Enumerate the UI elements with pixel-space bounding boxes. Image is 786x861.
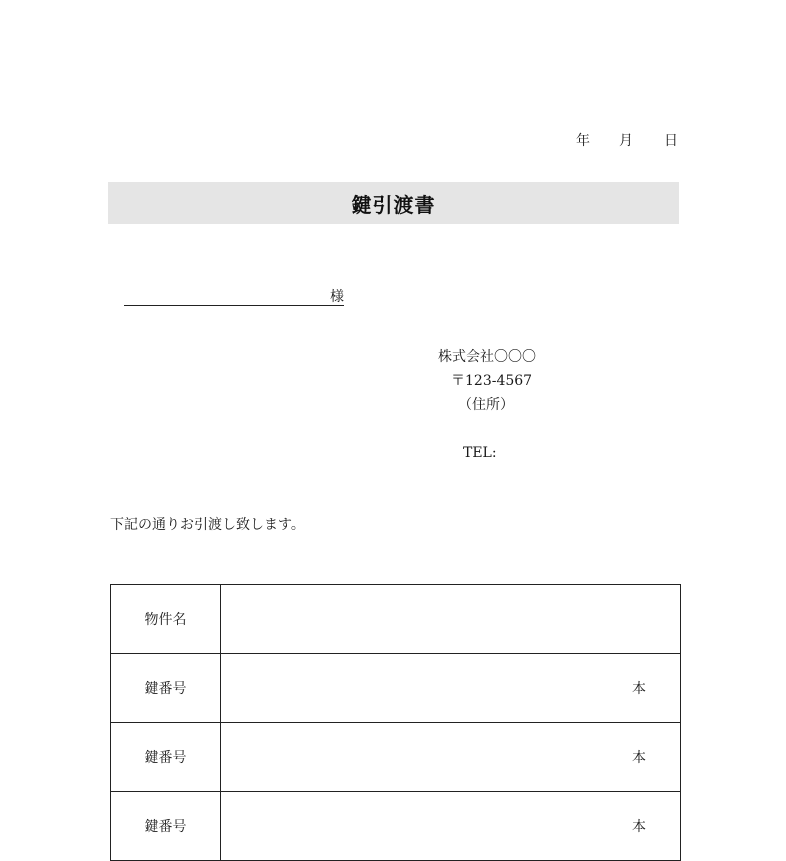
table-row: [111, 654, 681, 723]
day-label: 日: [664, 133, 678, 149]
tel-label: TEL:: [463, 445, 497, 461]
page-title: 鍵引渡書: [351, 192, 436, 217]
issuer-block: [438, 345, 536, 465]
table-row: [111, 585, 681, 654]
date-line: [576, 130, 680, 150]
postal-code: 〒123-4567: [451, 373, 533, 389]
table-row: [111, 792, 681, 861]
key-number-cell[interactable]: [221, 792, 681, 861]
year-label: 年: [576, 133, 590, 149]
address-placeholder: （住所）: [458, 397, 514, 413]
addressee-honorific: 様: [330, 289, 344, 305]
title-bar: [108, 182, 679, 224]
handover-table: [110, 584, 681, 861]
key-number-cell[interactable]: [221, 654, 681, 723]
notice-text: 下記の通りお引渡し致します。: [110, 517, 305, 533]
unit-label: 本: [632, 681, 646, 697]
unit-label: 本: [632, 750, 646, 766]
property-name-cell[interactable]: [221, 585, 681, 654]
row-label-key-number: 鍵番号: [111, 792, 221, 861]
row-label-key-number: 鍵番号: [111, 654, 221, 723]
row-label-key-number: 鍵番号: [111, 723, 221, 792]
addressee-line: [124, 286, 344, 306]
table-row: [111, 723, 681, 792]
row-label-property: 物件名: [111, 585, 221, 654]
unit-label: 本: [632, 819, 646, 835]
company-name: 株式会社〇〇〇: [438, 349, 536, 365]
key-number-cell[interactable]: [221, 723, 681, 792]
month-label: 月: [619, 133, 633, 149]
